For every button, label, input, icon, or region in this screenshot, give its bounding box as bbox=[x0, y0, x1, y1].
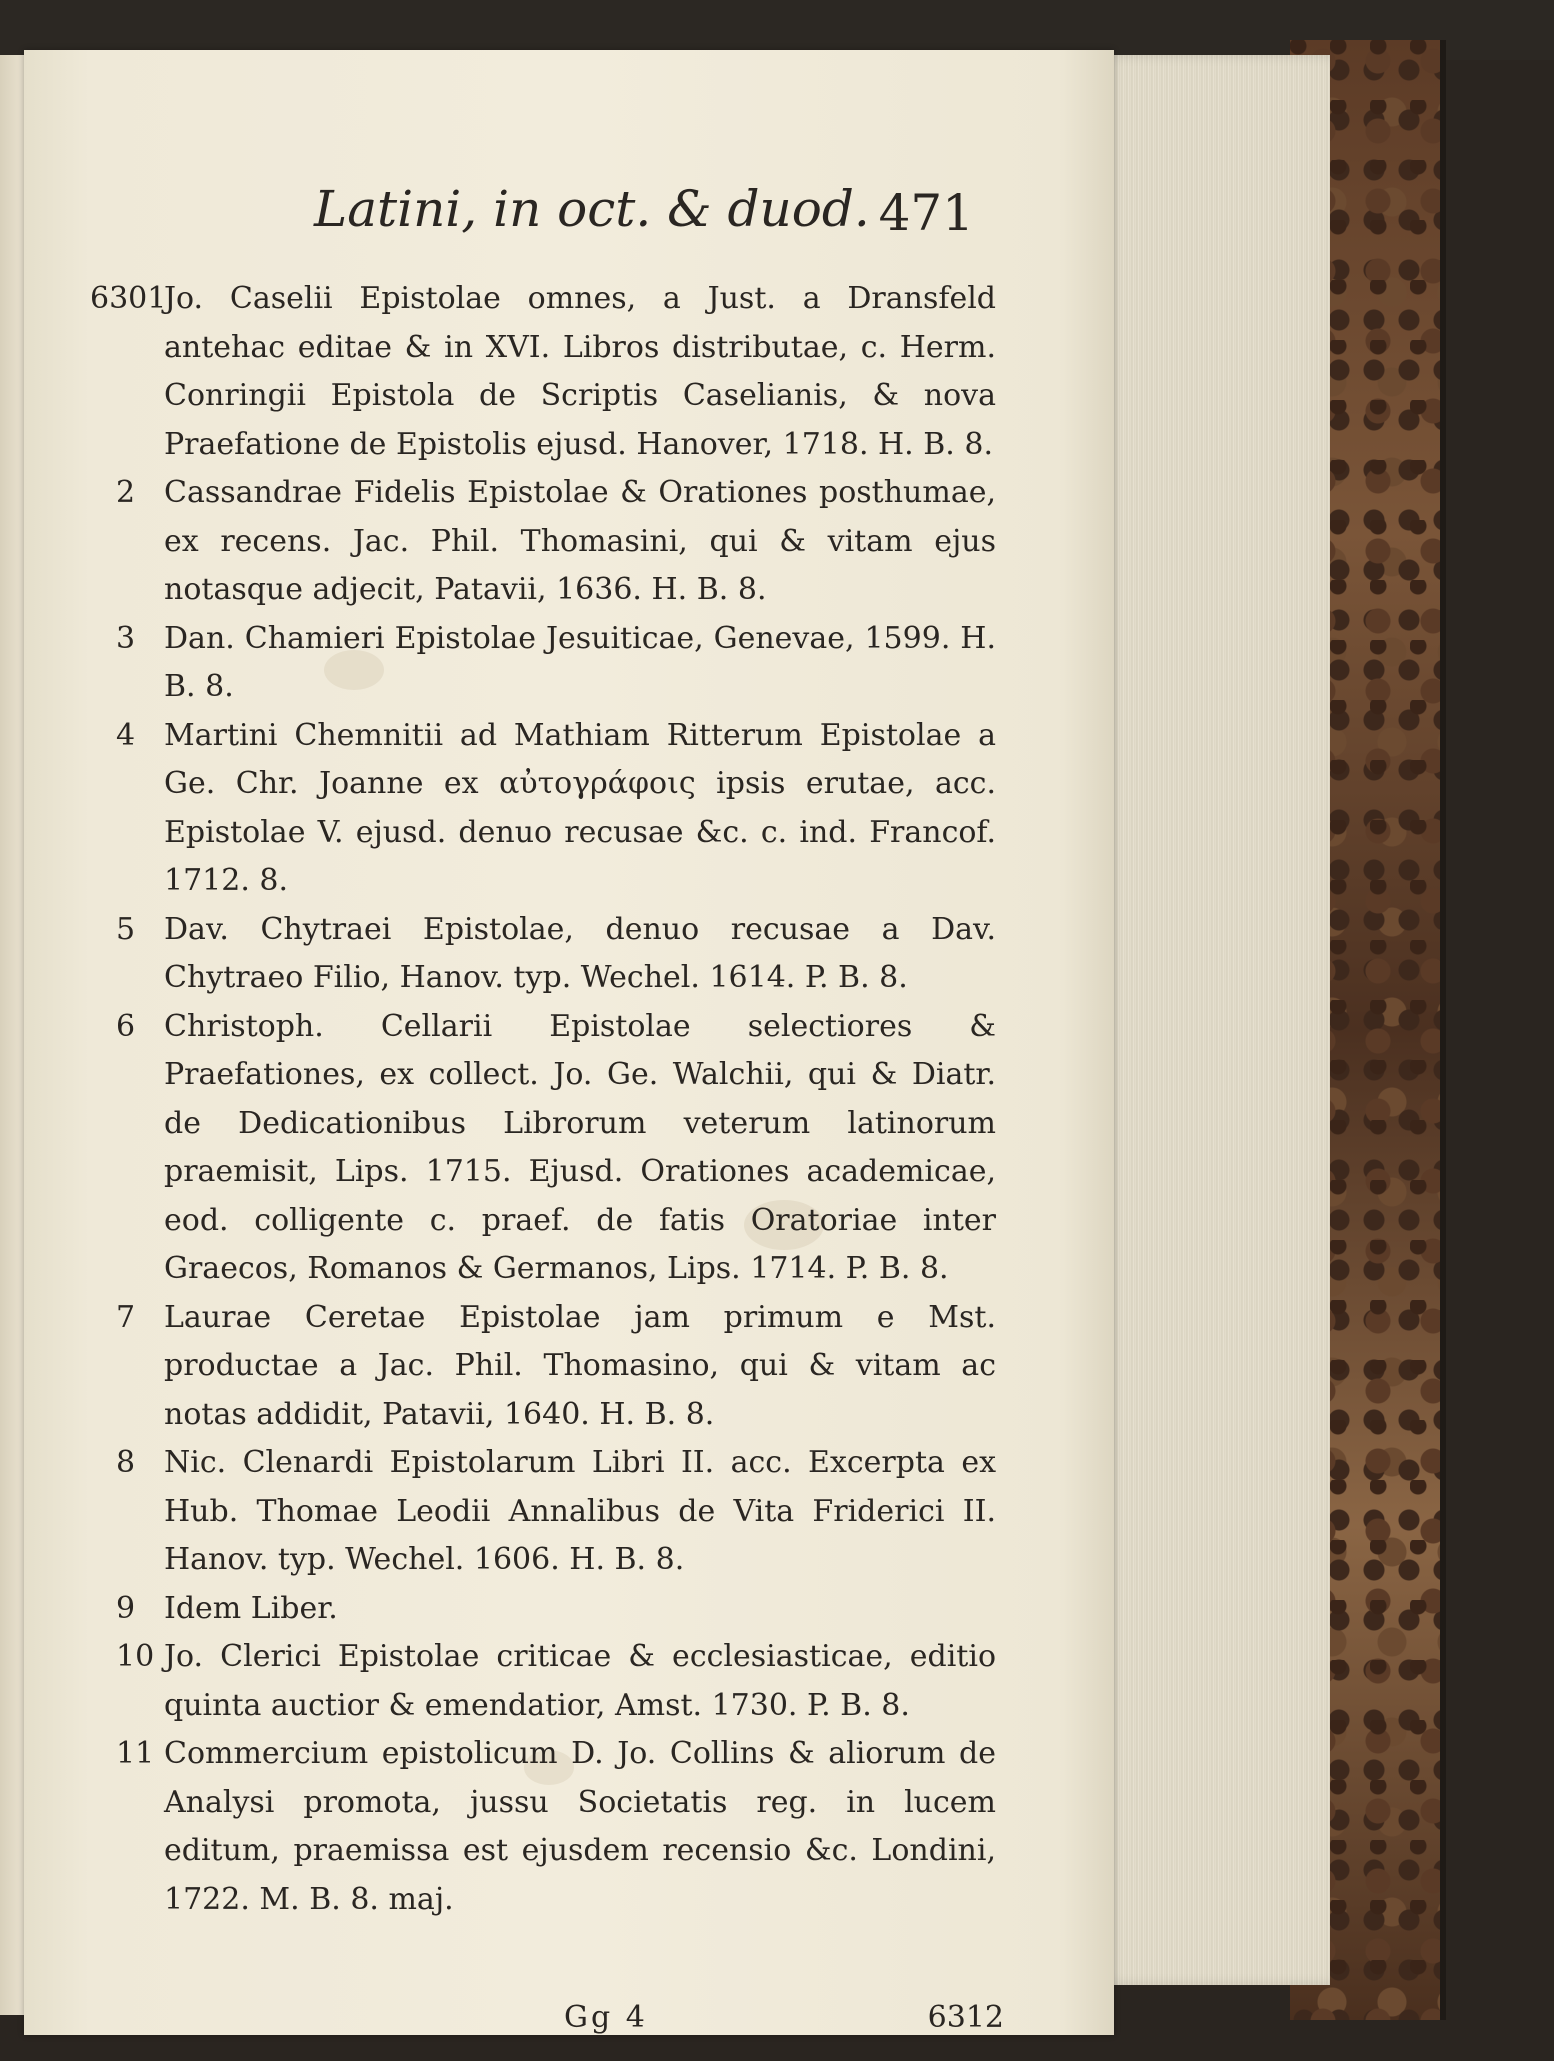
catalogue-entry bbox=[116, 1439, 996, 1585]
catalogue-entry bbox=[116, 1003, 996, 1294]
entry-text: Martini Chemnitii ad Mathiam Ritterum Epistolae a Ge. Chr. Joanne ex αὐτογράφοις ipsis erutae, acc. Epistolae V. ejusd. denuo recusae &c. c. ind. Francof. 1712. 8. bbox=[164, 717, 996, 898]
entry-text: Idem Liber. bbox=[164, 1590, 338, 1626]
signature-mark: Gg 4 bbox=[564, 2000, 648, 2035]
catalogue-entry bbox=[90, 275, 996, 469]
catalogue-entry bbox=[116, 1294, 996, 1440]
catalogue-entry bbox=[116, 615, 996, 712]
entry-number: 8 bbox=[116, 1445, 136, 1480]
entry-number: 5 bbox=[116, 911, 136, 947]
running-header bbox=[314, 170, 974, 250]
page-number: 471 bbox=[878, 184, 974, 242]
entry-text: Jo. Caselii Epistolae omnes, a Just. a Dransfeld antehac editae & in XVI. Libros distributae, c. Herm. Conringii Epistola de Scriptis Caselianis, & nova Praefatione de Epistolis ejusd. Hanover, 1718. H. B. 8. bbox=[164, 281, 996, 462]
entry-text: Dav. Chytraei Epistolae, denuo recusae a Dav. Chytraeo Filio, Hanov. typ. Wechel. 1614. P. B. 8. bbox=[164, 911, 996, 995]
page-edges bbox=[1100, 55, 1330, 1985]
entry-number: 10 bbox=[116, 1639, 155, 1674]
entry-text: Nic. Clenardi Epistolarum Libri II. acc. Excerpta ex Hub. Thomae Leodii Annalibus de Vita Friderici II. Hanov. typ. Wechel. 1606. H. B. 8. bbox=[164, 1445, 996, 1577]
entry-number: 2 bbox=[116, 475, 136, 510]
catalogue-entry bbox=[116, 1730, 996, 1924]
catalogue-entries bbox=[90, 275, 996, 1924]
entry-number: 9 bbox=[116, 1590, 136, 1626]
entry-number: 4 bbox=[116, 717, 136, 753]
entry-number: 6301 bbox=[90, 281, 167, 316]
catchword: 6312 bbox=[927, 2000, 1004, 2035]
catalogue-entry bbox=[116, 1585, 996, 1634]
entry-number: 3 bbox=[116, 620, 136, 656]
entry-text: Dan. Chamieri Epistolae Jesuiticae, Genevae, 1599. H. B. 8. bbox=[164, 620, 996, 704]
entry-text: Christoph. Cellarii Epistolae selectiores & Praefationes, ex collect. Jo. Ge. Walchii, qui & Diatr. de Dedicationibus Librorum veterum latinorum praemisit, Lips. 1715. Ejusd. Orationes academicae, eod. colligente c. praef. de fatis Oratoriae inter Graecos, Romanos & Germanos, Lips. 1714. P. B. 8. bbox=[164, 1008, 996, 1286]
entry-text: Laurae Ceretae Epistolae jam primum e Mst. productae a Jac. Phil. Thomasino, qui & vitam ac notas addidit, Patavii, 1640. H. B. 8. bbox=[164, 1299, 996, 1432]
page-footer bbox=[164, 2000, 1004, 2050]
entry-text: Commercium epistolicum D. Jo. Collins & aliorum de Analysi promota, jussu Societatis reg. in lucem editum, praemissa est ejusdem recensio &c. Londini, 1722. M. B. 8. maj. bbox=[164, 1736, 996, 1917]
running-title: Latini, in oct. & duod. bbox=[314, 180, 870, 238]
entry-number: 6 bbox=[116, 1008, 136, 1044]
entry-number: 11 bbox=[116, 1736, 155, 1771]
catalogue-entry bbox=[116, 1633, 996, 1730]
catalogue-entry bbox=[116, 712, 996, 906]
catalogue-entry bbox=[116, 469, 996, 615]
entry-text: Cassandrae Fidelis Epistolae & Orationes posthumae, ex recens. Jac. Phil. Thomasini, qui & vitam ejus notasque adjecit, Patavii, 1636. H. B. 8. bbox=[164, 475, 996, 607]
catalogue-entry bbox=[116, 906, 996, 1003]
entry-number: 7 bbox=[116, 1299, 136, 1335]
entry-text: Jo. Clerici Epistolae criticae & ecclesiasticae, editio quinta auctior & emendatior, Amst. 1730. P. B. 8. bbox=[164, 1639, 996, 1723]
book-page bbox=[24, 50, 1114, 2035]
